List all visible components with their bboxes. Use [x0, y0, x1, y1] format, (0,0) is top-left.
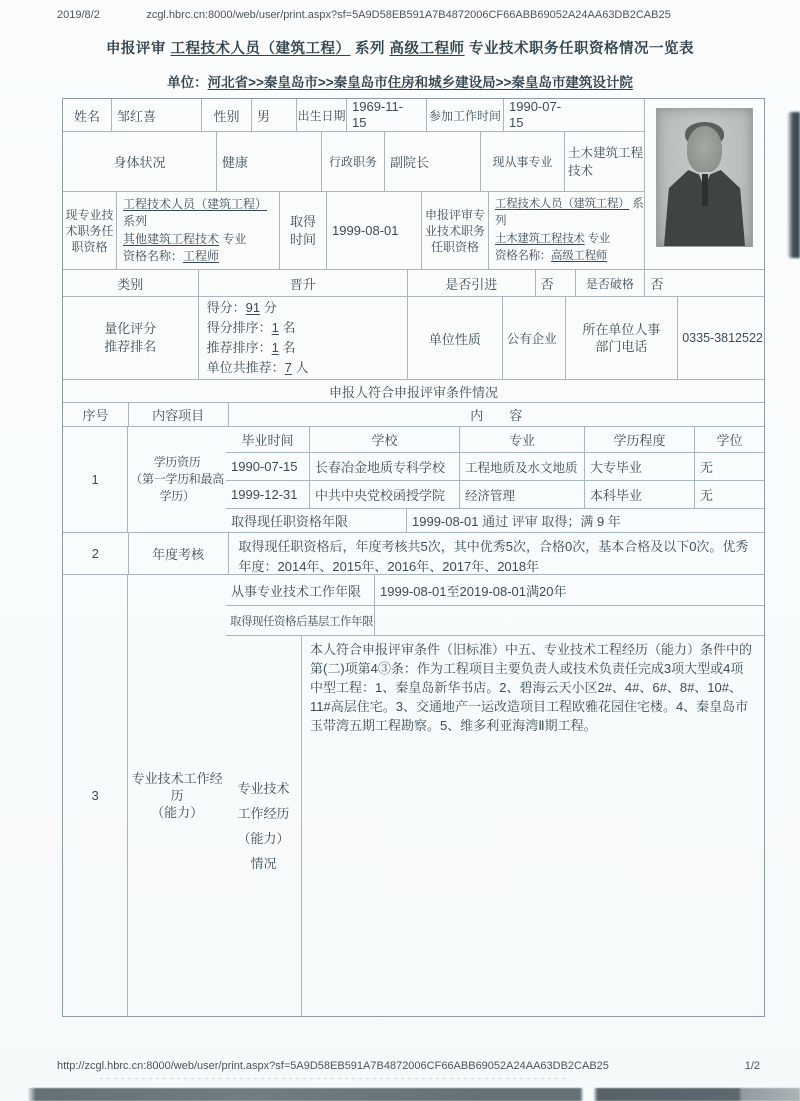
- item-header: 内容项目: [128, 403, 228, 426]
- qual-years-label: 取得现任职资格年限: [231, 514, 349, 529]
- section3-item: 专业技术工作经历 （能力）: [127, 575, 226, 1016]
- unit-label: 单位：: [167, 75, 208, 90]
- import-value: 否: [535, 270, 575, 296]
- unit-value: 河北省>>秦皇岛市>>秦皇岛市住房和城乡建设局>>秦皇岛市建筑设计院: [207, 75, 633, 90]
- score-line: 得分：91 分: [206, 300, 277, 315]
- title-rank: 高级工程师: [389, 41, 465, 57]
- qualification-table: [62, 98, 765, 1017]
- exception-label: 是否破格: [575, 270, 645, 296]
- edu-header-major: 专业: [459, 427, 584, 452]
- category-label: 类别: [117, 276, 144, 292]
- quant-label: 量化评分 推荐排名: [104, 321, 157, 354]
- title-mid: 系列: [350, 41, 390, 57]
- unit-line: [0, 71, 800, 91]
- work-start-value: 1990-07-15: [503, 99, 644, 131]
- current-qual-value: 工程技术人员（建筑工程） 系列 其他建筑工程技术 专业 资格名称：工程师: [116, 192, 279, 269]
- experience-text: 本人符合申报评审条件（旧标准）中五、专业技术工程经历（能力）条件中的第(二)项第4③条：作为工程项目主要负责人或技术负责任完成3项大型或4项中型工程：1、秦皇岛新华书店。2、碧海云天小区2#、4#、6#、8#、10#、11#高层住宅。3、交通地产一运改造项目工程欧雅花园住宅楼。4、秦皇岛市玉带湾五期工程勘察。5、维多利亚海湾Ⅱ期工程。: [301, 636, 764, 1016]
- acquire-time-value: 1999-08-01: [326, 192, 421, 269]
- edu-row: 1990-07-15 长春冶金地质专科学校 工程地质及水文地质 大专毕业 无: [226, 452, 764, 480]
- title-suffix: 专业技术职务任职资格情况一览表: [464, 41, 695, 57]
- conditions-banner: 申报人符合申报评审条件情况: [63, 379, 764, 402]
- health-label: 身体状况: [113, 155, 166, 170]
- admin-value: 副院长: [384, 132, 480, 191]
- footer-page-number: 1/2: [744, 1060, 760, 1072]
- import-label: 是否引进: [407, 270, 535, 296]
- qual-years-value: 1999-08-01 通过 评审 取得；满 9 年: [406, 509, 764, 532]
- row-qualifications: [63, 191, 644, 269]
- page-title: [0, 37, 800, 58]
- score-line: 推荐排序：1 名: [206, 340, 296, 355]
- birth-value: 1969-11-15: [346, 99, 426, 131]
- content-header: 内容: [228, 403, 764, 426]
- applicant-photo: [657, 109, 752, 246]
- section2-item: 年度考核: [128, 533, 228, 574]
- quant-score-block: [198, 297, 407, 379]
- section1-no: 1: [91, 472, 99, 487]
- birth-label: 出生日期: [296, 99, 346, 131]
- photo-tie: [702, 174, 708, 206]
- table-top-block: [63, 99, 764, 269]
- edu-header-time: 毕业时间: [241, 433, 294, 448]
- base-years-label: 取得现任资格后基层工作年限: [230, 615, 373, 628]
- base-years-row: [226, 605, 764, 635]
- browser-print-header: [57, 9, 760, 21]
- current-qual-label: 现专业技术职务任职资格: [65, 207, 114, 254]
- row-category: [63, 269, 764, 296]
- admin-label: 行政职务: [321, 132, 384, 191]
- category-value: 晋升: [198, 270, 407, 296]
- edu-row: 1999-12-31 中共中央党校函授学院 经济管理 本科毕业 无: [226, 480, 764, 508]
- score-line: 得分排序：1 名: [206, 320, 296, 335]
- work-start-label: 参加工作时间: [426, 99, 503, 131]
- name-value: 邹红喜: [111, 99, 201, 131]
- edu-header-degree: 学位: [694, 427, 764, 452]
- section3-no: 3: [91, 788, 99, 803]
- unit-type-label: 单位性质: [407, 297, 502, 379]
- work-years-row: [226, 575, 764, 605]
- photo-cell: [644, 99, 764, 269]
- exception-value: 否: [644, 270, 764, 296]
- title-series: 工程技术人员（建筑工程）: [170, 41, 351, 57]
- scan-artifact-right-bar: [787, 112, 800, 258]
- profession-value: 土木建筑工程技术: [564, 132, 644, 191]
- no-header: 序号: [82, 408, 109, 423]
- edu-header-school: 学校: [309, 427, 459, 452]
- edu-header-degree-level: 学历程度: [584, 427, 694, 452]
- section2-no: 2: [91, 546, 100, 561]
- qual-years-row: [226, 508, 764, 532]
- scan-artifact-bottom-bar: [28, 1088, 800, 1101]
- row-quant-score: [63, 296, 764, 379]
- gender-value: 男: [251, 99, 296, 131]
- acquire-time-label: 取得时间: [279, 192, 326, 269]
- apply-qual-label: 申报评审专业技术职务任职资格: [421, 192, 488, 269]
- score-line: 单位共推荐：7 人: [206, 360, 309, 375]
- scan-artifact-dotted-line: [100, 1078, 570, 1079]
- section-experience: [63, 574, 764, 1016]
- row-basic-1: [63, 99, 644, 131]
- browser-print-footer: [57, 1060, 760, 1072]
- section-annual-review: [63, 532, 764, 574]
- experience-row: [226, 635, 764, 1016]
- row-conditions-header: [63, 402, 764, 426]
- apply-qual-value: 工程技术人员（建筑工程） 系列 土木建筑工程技术 专业 资格名称：高级工程师: [488, 192, 644, 269]
- print-url: zcgl.hbrc.cn:8000/web/user/print.aspx?sf=5A9D58EB591A7B4872006CF66ABB69052A24AA63DB2CAB25: [146, 9, 671, 21]
- edu-header-row: [226, 427, 764, 452]
- section2-text: 取得现任职资格后，年度考核共5次，其中优秀5次，合格0次，基本合格及以下0次。优秀年度：2014年、2015年、2016年、2017年、2018年: [228, 533, 764, 574]
- health-value: 健康: [216, 132, 321, 191]
- footer-url: http://zcgl.hbrc.cn:8000/web/user/print.aspx?sf=5A9D58EB591A7B4872006CF66ABB69052A24AA63DB2CAB25: [57, 1060, 609, 1072]
- work-years-value: 1999-08-01至2019-08-01满20年: [374, 575, 764, 605]
- title-prefix: 申报评审: [105, 41, 171, 57]
- work-years-label: 从事专业技术工作年限: [231, 583, 362, 599]
- hr-phone-label: 所在单位人事部门电话: [565, 297, 678, 379]
- section-education: [63, 426, 764, 532]
- gender-label: 性别: [201, 99, 251, 131]
- section1-item: 学历资历 （第一学历和最高 学历）: [127, 427, 226, 532]
- row-basic-2: [63, 131, 644, 191]
- print-date: 2019/8/2: [57, 9, 100, 21]
- experience-label: 专业技术 工作经历 （能力） 情况: [237, 781, 290, 871]
- name-label: 姓名: [73, 108, 100, 124]
- base-years-value: [374, 606, 764, 635]
- photo-face: [687, 126, 722, 173]
- hr-phone-value: 0335-3812522: [677, 297, 764, 379]
- profession-label: 现从事专业: [480, 132, 564, 191]
- unit-type-value: 公有企业: [502, 297, 565, 379]
